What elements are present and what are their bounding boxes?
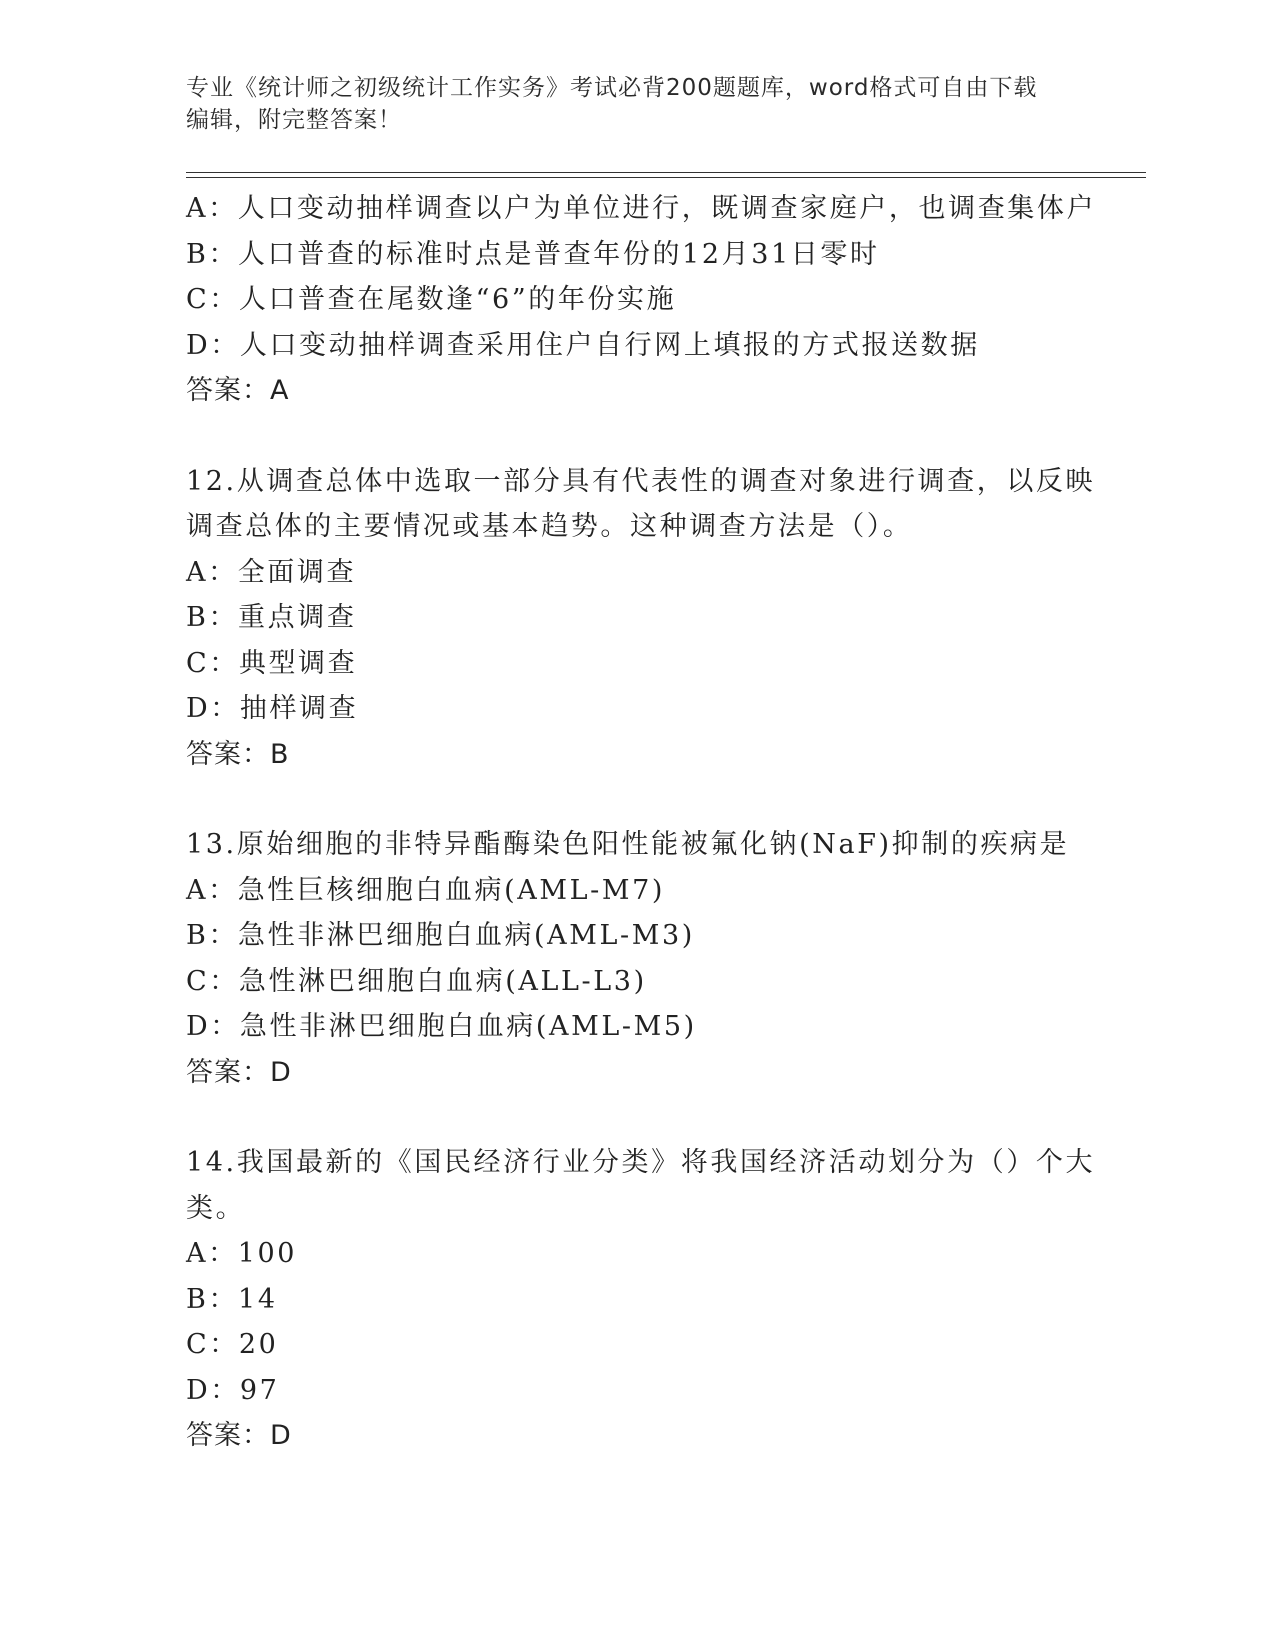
question-text-line-2: 调查总体的主要情况或基本趋势。这种调查方法是（）。 [186,511,913,542]
question-text-line-2: 类。 [186,1192,246,1224]
question-block-12 [186,459,1096,778]
header-line-2: 编辑，附完整答案！ [186,107,402,133]
question-list [186,186,1097,1459]
spacer [186,1095,1086,1140]
header-divider-bottom [186,177,1146,178]
document-header [186,72,1086,136]
answer-line: 答案：D [186,1056,292,1088]
answer-line: 答案：A [186,375,290,406]
answer-line: 答案：B [186,738,290,770]
spacer [186,414,1086,459]
question-text-line-1: 14.我国最新的《国民经济行业分类》将我国经济活动划分为（）个大 [186,1147,1096,1178]
option-b: B：急性非淋巴细胞白血病(AML-M3) [186,920,695,951]
question-text-line-1: 12.从调查总体中选取一部分具有代表性的调查对象进行调查，以反映 [186,465,1096,497]
question-block-13 [186,822,1086,1095]
question-block-14 [186,1140,1096,1459]
option-a: A：100 [186,1238,298,1269]
option-d: D：急性非淋巴细胞白血病(AML-M5) [186,1011,697,1042]
option-d: D：抽样调查 [186,693,359,724]
option-c: C：急性淋巴细胞白血病(ALL-L3) [186,965,647,997]
option-d: D：人口变动抽样调查采用住户自行网上填报的方式报送数据 [186,329,980,361]
option-d: D：97 [186,1374,280,1406]
option-b: B：人口普查的标准时点是普查年份的12月31日零时 [186,238,880,270]
option-a: A：人口变动抽样调查以户为单位进行，既调查家庭户，也调查集体户 [186,193,1097,224]
header-line-1: 专业《统计师之初级统计工作实务》考试必背200题题库，word格式可自由下载 [186,75,1038,101]
option-b: B：重点调查 [186,602,357,633]
option-a: A：全面调查 [186,556,357,588]
spacer [186,777,1086,822]
option-c: C：典型调查 [186,647,358,679]
option-c: C：人口普查在尾数逢“6”的年份实施 [186,284,677,315]
question-text-line-1: 13.原始细胞的非特异酯酶染色阳性能被氟化钠(NaF)抑制的疾病是 [186,829,1070,860]
question-block-11 [186,186,1097,414]
header-divider-top [186,172,1146,173]
option-b: B：14 [186,1283,278,1315]
answer-line: 答案：D [186,1420,292,1451]
option-a: A：急性巨核细胞白血病(AML-M7) [186,874,665,906]
option-c: C：20 [186,1329,279,1360]
